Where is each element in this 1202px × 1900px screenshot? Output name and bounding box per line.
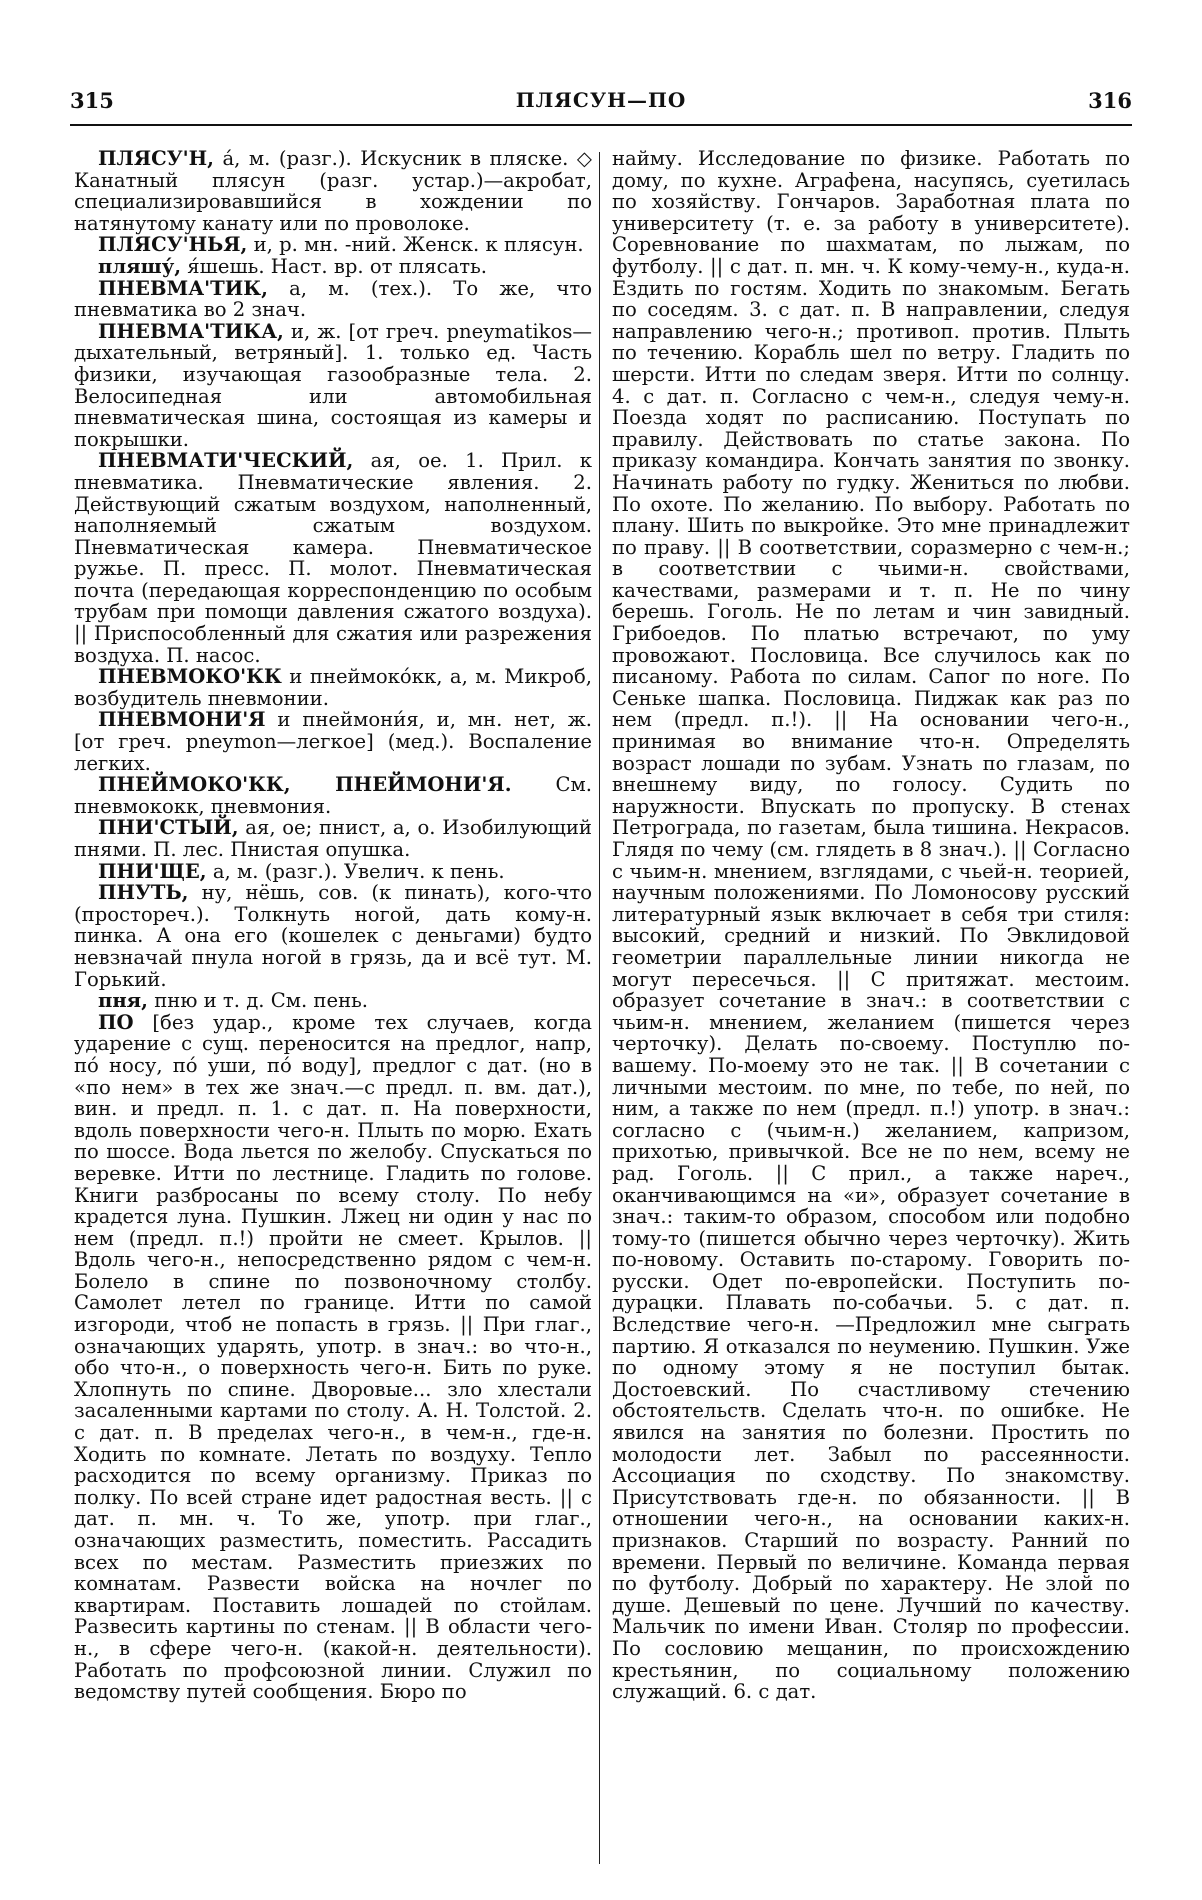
entry-text: и, ж. [от греч. pneymatikos—дыхательный, ветряный]. 1. только ед. Часть физики, изучающая газообразные тела. 2. Велосипедная или автомобильная пневматическая шина, состоящая из камеры и покрышки. bbox=[74, 319, 592, 451]
page-number-left: 315 bbox=[70, 88, 114, 113]
entry-continuation: найму. Исследование по физике. Работать по дому, по кухне. Аграфена, насупясь, суетилась по хозяйству. Гончаров. Заработная плата по университету (т. е. за работу в университете). Соревнование по шахматам, по лыжам, по футболу. || с дат. п. мн. ч. К кому-чему-н., куда-н. Ездить по гостям. Ходить по знакомым. Бегать по соседям. 3. с дат. п. В направлении, следуя направлению чего-н.; противоп. против. Плыть по течению. Корабль шел по ветру. Гладить по шерсти. Итти по следам зверя. Итти по солнцу. 4. с дат. п. Согласно с чем-н., следуя чему-н. Поезда ходят по расписанию. Поступать по правилу. Действовать по статье закона. По приказу командира. Кончать занятия по звонку. Начинать работу по гудку. Жениться по любви. По охоте. По желанию. По выбору. Работать по плану. Шить по выкройке. Это мне принадлежит по праву. || В соответствии, соразмерно с чем-н.; в соответствии с чьими-н. свойствами, качествами, размерами и т. п. Не по чину берешь. Гоголь. Не по летам и чин завидный. Грибоедов. По платью встречают, по уму провожают. Пословица. Все случилось как по писаному. Работа по силам. Сапог по ноге. По Сеньке шапка. Пословица. Пиджак как раз по нем (предл. п.!). || На основании чего-н., принимая во внимание что-н. Определять возраст лошади по зубам. Узнать по глазам, по внешнему виду, по голосу. Судить по наружности. Впускать по пропуску. В стенах Петрограда, по газетам, была тишина. Некрасов. Глядя по чему (см. глядеть в 8 знач.). || Согласно с чьим-н. мнением, взглядами, с чьей-н. теорией, научным положениями. По Ломоносову русский литературный язык включает в себя три стиля: высокий, средний и низкий. По Эвклидовой геометрии параллельные линии никогда не могут пересечься. || С притяжат. местоим. образует сочетание в знач.: в соответствии с чьим-н. мнением, желанием (пишется через черточку). Делать по-своему. Поступлю по-вашему. По-моему это не так. || В сочетании с личными местоим. по мне, по тебе, по ней, по ним, а также по нем (предл. п.!) употр. в знач.: согласно с (чьим-н.) желанием, капризом, прихотью, привычкой. Все не по нем, всему не рад. Гоголь. || С прил., а также нареч., оканчивающимся на «и», образует сочетание в знач.: таким-то образом, способом или подобно тому-то (пишется обычно через черточку). Жить по-новому. Оставить по-старому. Говорить по-русски. Одет по-европейски. Поступить по-дурацки. Плавать по-собачьи. 5. с дат. п. Вследствие чего-н. —Предложил мне сыграть партию. Я отказался по неумению. Пушкин. Уже по одному этому я не поступил бытак. Достоевский. По счастливому стечению обстоятельств. Сделать что-н. по ошибке. Не явился на занятия по болезни. Простить по молодости лет. Забыл по рассеянности. Ассоциация по сходству. По знакомству. Присутствовать где-н. по обязанности. || В отношении чего-н., на основании каких-н. признаков. Старший по возрасту. Ранний по времени. Первый по величине. Команда первая по футболу. Добрый по характеру. Не злой по душе. Дешевый по цене. Лучший по качеству. Мальчик по имени Иван. Столяр по профессии. По сословию мещанин, по происхождению крестьянин, по социальному положению служащий. 6. с дат. bbox=[612, 147, 1130, 1704]
dictionary-entry bbox=[74, 256, 592, 278]
page-number-right: 316 bbox=[1088, 88, 1132, 113]
headword: ПНЕВМА'ТИК, bbox=[98, 276, 268, 300]
headword: пляшу́, bbox=[98, 254, 182, 278]
dictionary-entry bbox=[74, 709, 592, 774]
dictionary-entry bbox=[74, 774, 592, 817]
left-column bbox=[74, 148, 592, 1703]
entry-text: ну, нёшь, сов. (к пинать), кого-что (простореч.). Толкнуть ногой, дать кому-н. пинка. А она его (кошелек с деньгами) будто невзначай пнула ногой в грязь, да и всё тут. М. Горький. bbox=[74, 881, 592, 991]
dictionary-entry bbox=[74, 817, 592, 860]
entry-text: а, м. (разг.). Увелич. к пень. bbox=[206, 859, 505, 883]
headword: ПНУТЬ, bbox=[98, 881, 189, 905]
headword: ПЛЯСУ'НЬЯ, bbox=[98, 233, 248, 257]
headword: ПНЕВМОНИ'Я bbox=[98, 708, 266, 732]
header-rule bbox=[70, 124, 1132, 126]
headword: ПНЕВМАТИ'ЧЕСКИЙ, bbox=[98, 449, 354, 473]
headword: ПО bbox=[98, 1010, 134, 1034]
entry-text: [без удар., кроме тех случаев, когда ударение с сущ. переносится на предлог, напр, по́ носу, по́ уши, по́ воду], предлог с дат. (но в «по нем» в тех же знач.—с предл. п. вм. дат.), вин. и предл. п. 1. с дат. п. На поверхности, вдоль поверхности чего-н. Плыть по морю. Ехать по шоссе. Вода льется по желобу. Спускаться по веревке. Итти по лестнице. Гладить по голове. Книги разбросаны по всему столу. По небу крадется луна. Пушкин. Лжец ни один у нас по нем (предл. п.!) пройти не смеет. Крылов. || Вдоль чего-н., непосредственно рядом с чем-н. Болело в спине по позвоночному столбу. Самолет летел по границе. Итти по самой изгороди, чтоб не попасть в грязь. || При глаг., означающих ударять, употр. в знач.: во что-н., обо что-н., о поверхность чего-н. Бить по руке. Хлопнуть по спине. Дворовые... зло хлестали засаленными картами по столу. А. Н. Толстой. 2. с дат. п. В пределах чего-н., в чем-н., где-н. Ходить по комнате. Летать по воздуху. Тепло расходится по всему организму. Приказ по полку. По всей стране идет радостная весть. || с дат. п. мн. ч. То же, употр. при глаг., означающих разместить, поместить. Рассадить всех по местам. Разместить приезжих по комнатам. Развести войска на ночлег по квартирам. Поставить лошадей по стойлам. Развесить картины по стенам. || В области чего-н., в сфере чего-н. (какой-н. деятельности). Работать по профсоюзной линии. Служил по ведомству путей сообщения. Бюро по bbox=[74, 1010, 592, 1704]
right-column bbox=[612, 148, 1130, 1703]
entry-text: а́, м. (разг.). Искусник в пляске. ◇ Канатный плясун (разг. устар.)—акробат, специализировавшийся в хождении по натянутому канату или по проволоке. bbox=[74, 147, 592, 235]
headword: ПЛЯСУ'Н, bbox=[98, 147, 214, 170]
headword: ПНЕВМОКО'КК bbox=[98, 665, 282, 689]
entry-text: См. пневмококк, пневмония. bbox=[74, 773, 592, 818]
headword: ПНЕВМА'ТИКА, bbox=[98, 319, 284, 343]
dictionary-entry bbox=[74, 882, 592, 990]
running-head: ПЛЯСУН—ПО bbox=[515, 88, 687, 112]
headword: пня, bbox=[98, 989, 148, 1013]
entry-text: пню и т. д. См. пень. bbox=[147, 989, 369, 1013]
headword: ПНИ'СТЫЙ, bbox=[98, 816, 239, 840]
entry-text: и, р. мн. -ний. Женск. к плясун. bbox=[247, 233, 584, 257]
entry-text: и пнеймоко́кк, а, м. Микроб, возбудитель пневмонии. bbox=[74, 665, 592, 710]
dictionary-entry bbox=[74, 278, 592, 321]
dictionary-entry bbox=[74, 148, 592, 234]
dictionary-entry bbox=[74, 234, 592, 256]
dictionary-entry bbox=[74, 321, 592, 451]
entry-text: ая, ое; пнист, а, о. Изобилующий пнями. П. лес. Пнистая опушка. bbox=[74, 816, 592, 861]
entry-text: я́шешь. Наст. вр. от плясать. bbox=[181, 254, 487, 278]
page-header bbox=[70, 88, 1132, 116]
dictionary-entry bbox=[74, 450, 592, 666]
entry-text: ая, ое. 1. Прил. к пневматика. Пневматические явления. 2. Действующий сжатым воздухом, наполненный, наполняемый сжатым воздухом. Пневматическая камера. Пневматическое ружье. П. пресс. П. молот. Пневматическая почта (передающая корреспонденцию по особым трубам при помощи давления сжатого воздуха). || Приспособленный для сжатия или разрежения воздуха. П. насос. bbox=[74, 449, 592, 667]
dictionary-entry bbox=[74, 1012, 592, 1703]
entry-text: а, м. (тех.). То же, что пневматика во 2 знач. bbox=[74, 276, 592, 322]
headword: ПНИ'ЩЕ, bbox=[98, 859, 207, 883]
headword: ПНЕЙМОКО'КК, ПНЕЙМОНИ'Я. bbox=[98, 773, 512, 797]
entry-text: и пнеймони́я, и, мн. нет, ж. [от греч. pneymon—легкое] (мед.). Воспаление легких. bbox=[74, 708, 592, 775]
column-divider bbox=[599, 152, 600, 1864]
dictionary-entry bbox=[74, 666, 592, 709]
dictionary-entry bbox=[74, 861, 592, 883]
dictionary-entry bbox=[74, 990, 592, 1012]
